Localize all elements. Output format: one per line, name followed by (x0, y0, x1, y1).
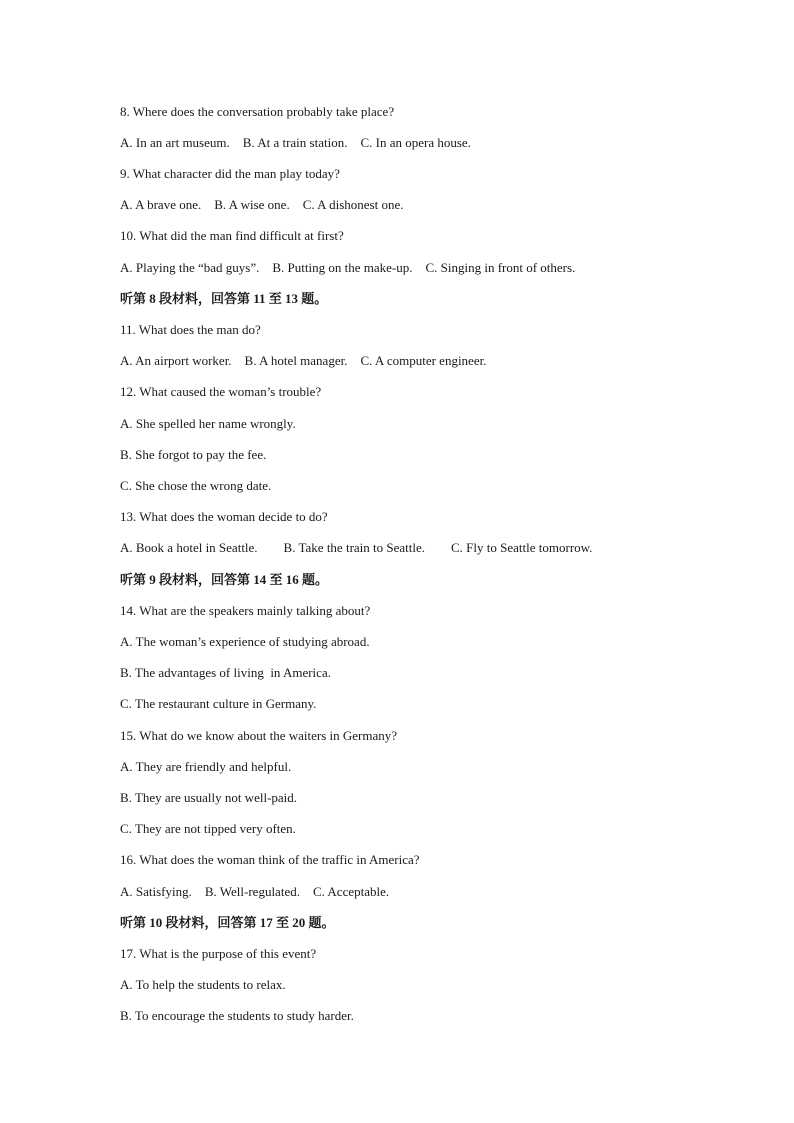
question-11: 11. What does the man do? (120, 322, 261, 337)
options-16: A. Satisfying. B. Well-regulated. C. Acceptable. (120, 884, 390, 899)
section-heading-8: 听第 8 段材料，回答第 11 至 13 题。 (120, 291, 328, 306)
options-9: A. A brave one. B. A wise one. C. A dishonest one. (120, 197, 404, 212)
option-14-b: B. The advantages of living in America. (120, 665, 331, 680)
question-8: 8. Where does the conversation probably take place? (120, 104, 395, 119)
option-14-a: A. The woman’s experience of studying abroad. (120, 634, 370, 649)
options-13: A. Book a hotel in Seattle. B. Take the train to Seattle. C. Fly to Seattle tomorrow. (120, 540, 593, 555)
options-8: A. In an art museum. B. At a train station. C. In an opera house. (120, 135, 471, 150)
option-14-c: C. The restaurant culture in Germany. (120, 696, 317, 711)
question-12: 12. What caused the woman’s trouble? (120, 384, 322, 399)
section-heading-10: 听第 10 段材料，回答第 17 至 20 题。 (120, 915, 335, 930)
question-15: 15. What do we know about the waiters in Germany? (120, 728, 398, 743)
question-14: 14. What are the speakers mainly talking about? (120, 603, 371, 618)
question-17: 17. What is the purpose of this event? (120, 946, 317, 961)
option-17-a: A. To help the students to relax. (120, 977, 286, 992)
option-17-b: B. To encourage the students to study harder. (120, 1008, 354, 1023)
option-12-c: C. She chose the wrong date. (120, 478, 272, 493)
option-15-c: C. They are not tipped very often. (120, 821, 296, 836)
option-15-a: A. They are friendly and helpful. (120, 759, 292, 774)
option-15-b: B. They are usually not well-paid. (120, 790, 298, 805)
options-11: A. An airport worker. B. A hotel manager. C. A computer engineer. (120, 353, 487, 368)
options-10: A. Playing the “bad guys”. B. Putting on the make-up. C. Singing in front of others. (120, 260, 576, 275)
section-heading-9: 听第 9 段材料，回答第 14 至 16 题。 (120, 572, 329, 587)
question-13: 13. What does the woman decide to do? (120, 509, 328, 524)
option-12-b: B. She forgot to pay the fee. (120, 447, 267, 462)
question-10: 10. What did the man find difficult at first? (120, 228, 344, 243)
question-9: 9. What character did the man play today? (120, 166, 340, 181)
option-12-a: A. She spelled her name wrongly. (120, 416, 296, 431)
question-16: 16. What does the woman think of the traffic in America? (120, 852, 420, 867)
